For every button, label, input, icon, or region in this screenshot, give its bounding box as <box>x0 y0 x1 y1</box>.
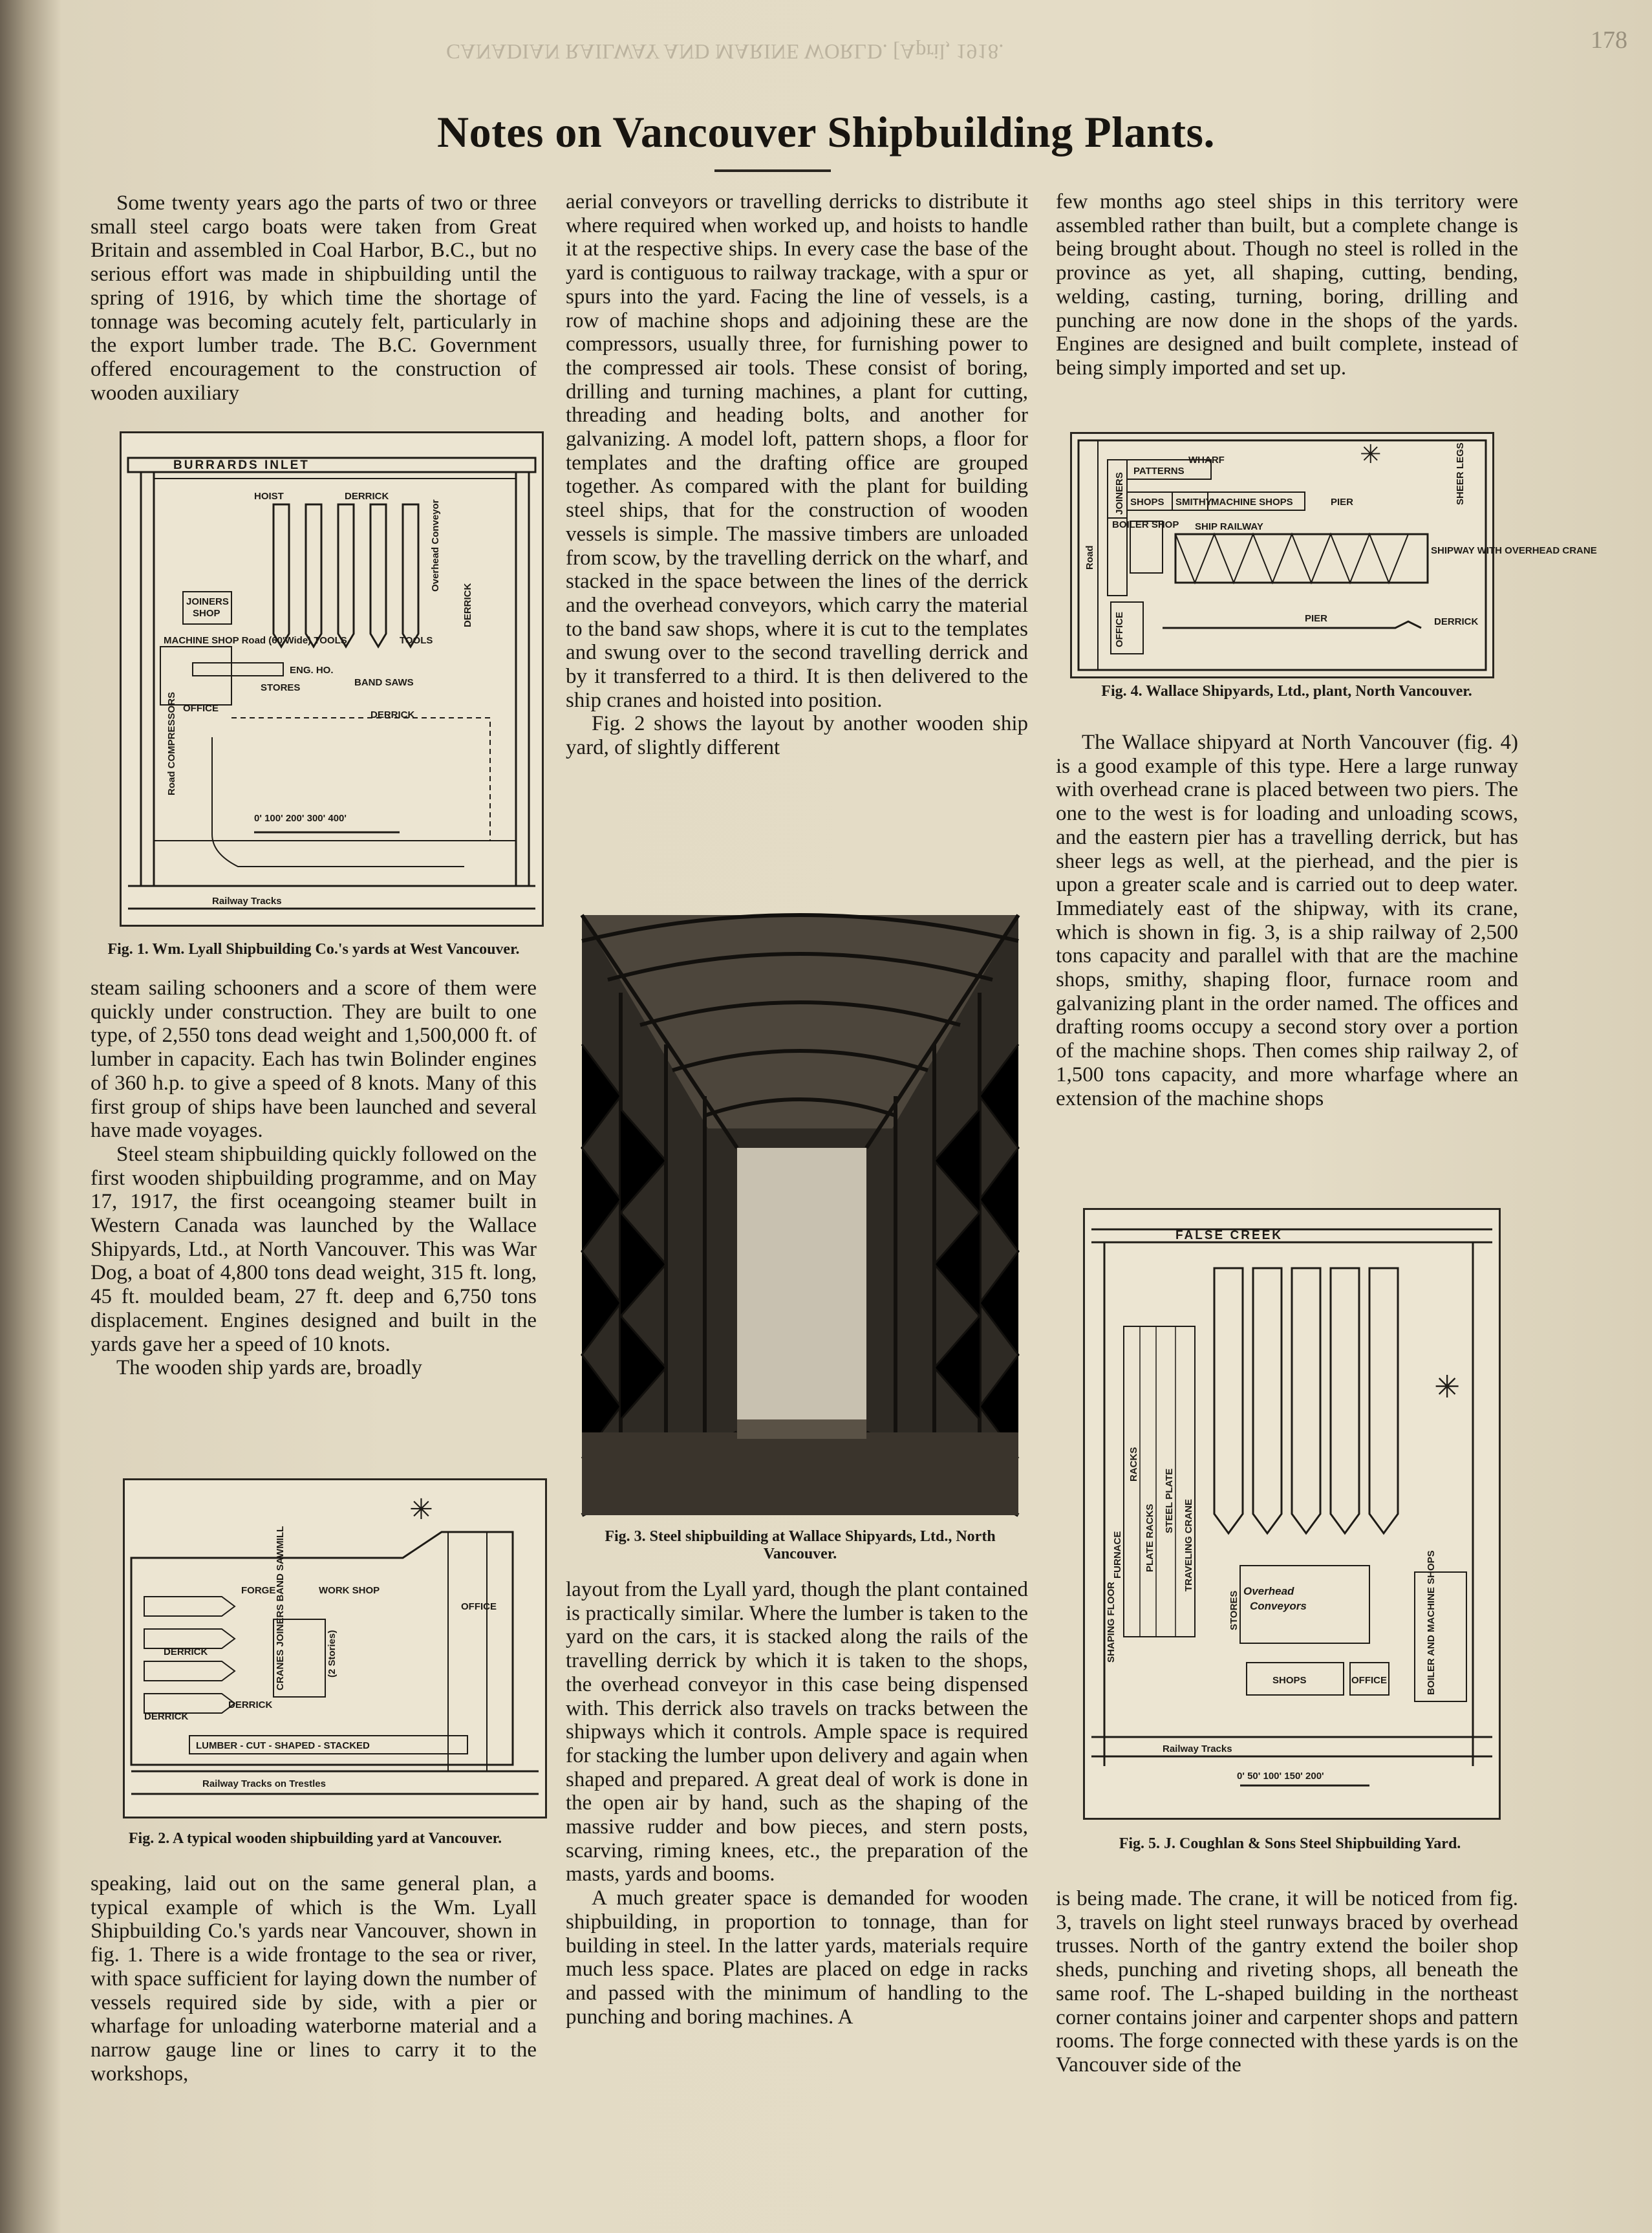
fig5-racks-label: RACKS <box>1128 1447 1139 1482</box>
col3-text-bottom <box>1056 1887 1518 2077</box>
fig5-steelplate-label: STEEL PLATE <box>1164 1468 1175 1533</box>
fig5-shaping-label: SHAPING FLOOR <box>1106 1581 1117 1663</box>
paragraph: A much greater space is demanded for wooden shipbuilding, in proportion to tonnage, than for building in steel. In the latter yards, materials require much less space. Plates are placed on edge in racks and passed with the minimum of handling to the punching and boring machines. A <box>566 1886 1028 2029</box>
fig2-sawmill-label: CRANES JOINERS BAND SAWMILL <box>275 1526 286 1690</box>
fig5-scale: 0' 50' 100' 150' 200' <box>1237 1771 1324 1782</box>
col1-text-bottom <box>91 1872 537 2086</box>
fig5-coughlan-plan <box>1083 1208 1501 1820</box>
fig1-tools-label: TOOLS <box>400 635 433 646</box>
fig4-wharf-label: WHARF <box>1188 455 1225 466</box>
paragraph: Some twenty years ago the parts of two or three small steel cargo boats were taken from Great Britain and assembled in Coal Harbor, B.C., but no serious effort was made in shipbuilding until the spring of 1916, by which time the shortage of tonnage was becoming acutely felt, particularly in the export lumber trade. The B.C. Government offered encouragement to the construction of wooden auxiliary <box>91 191 537 405</box>
fig1-conveyor-label: Overhead Conveyor <box>430 499 441 592</box>
paragraph: few months ago steel ships in this territory were assembled rather than built, but a complete change is being brought about. Though no steel is rolled in the province as yet, all shaping, cutting, bending, welding, casting, turning, boring, drilling and punching are now done in the shops of the yards. Engines are designed and built complete, instead of being simply imported and set up. <box>1056 190 1518 380</box>
fig4-pier-label: PIER <box>1331 497 1354 508</box>
fig1-caption: Fig. 1. Wm. Lyall Shipbuilding Co.'s yards at West Vancouver. <box>107 941 520 958</box>
fig4-machineshops-label: MACHINE SHOPS <box>1211 497 1293 508</box>
fig2-wooden-yard-plan <box>123 1478 547 1818</box>
fig2-derrick2-label: DERRICK <box>144 1711 189 1722</box>
fig2-caption: Fig. 2. A typical wooden shipbuilding yard at Vancouver. <box>128 1830 502 1847</box>
fig1-stores-label: STORES <box>261 682 301 693</box>
fig5-shops-label: SHOPS <box>1272 1675 1307 1686</box>
fig4-pier2-label: PIER <box>1305 613 1328 624</box>
fig4-derrick-label: DERRICK <box>1434 616 1479 627</box>
fig5-caption: Fig. 5. J. Coughlan & Sons Steel Shipbuilding Yard. <box>1119 1835 1461 1852</box>
fig5-conveyors-label: Conveyors <box>1250 1600 1307 1612</box>
fig1-hoist-label: HOIST <box>254 491 284 502</box>
col3-text-mid <box>1056 731 1518 1110</box>
fig5-furnace-label: FURNACE <box>1112 1531 1123 1579</box>
fig2-lumber-label: LUMBER - CUT - SHAPED - STACKED <box>196 1740 370 1751</box>
show-through-text: CANADIAN RAILWAY AND MARINE WORLD. [April, 1918. <box>446 39 1004 63</box>
fig5-falsecreek-label: FALSE CREEK <box>1175 1229 1283 1242</box>
fig2-stories-label: (2 Stories) <box>327 1630 338 1677</box>
fig5-crane-label: TRAVELING CRANE <box>1183 1498 1194 1591</box>
fig4-office-label: OFFICE <box>1114 612 1125 647</box>
fig1-bandsaws-label: BAND SAWS <box>354 677 414 688</box>
paragraph: aerial conveyors or travelling derricks to distribute it where required when worked up, and hoists to handle it at the respective ships. In every case the base of the yard is contiguous to railway trackage, with a spur or spurs into the yard. Facing the line of vessels, is a row of machine shops and adjoining these are the compressors, usually three, for furnishing power to the compressed air tools. These consist of boring, drilling and turning machines, a plant for cutting, threading and heading bolts, and another for galvanizing. A model loft, pattern shops, a floor for templates and the drafting office are grouped together. As compared with the plant for building steel ships, that for the construction of wooden vessels is simple. The massive timbers are unloaded from scow, by the travelling derrick on the wharf, and stacked in the space between the lines of the derrick and the overhead conveyors, which carry the material to the band saw shops, where it is cut to the templates and swung over to the second travelling derrick and by it transferred to a third. It is then delivered to the ship cranes and hoisted into position. <box>566 190 1028 712</box>
fig2-railway-label: Railway Tracks on Trestles <box>202 1778 326 1789</box>
fig1-joiners-label: JOINERS <box>186 596 229 607</box>
fig5-boiler-label: BOILER AND MACHINE SHOPS <box>1426 1550 1437 1695</box>
fig2-derrick3-label: DERRICK <box>228 1699 273 1710</box>
fig1-road-label: MACHINE SHOP Road (60'Wide) TOOLS <box>164 635 347 646</box>
article-title: Notes on Vancouver Shipbuilding Plants. <box>437 107 1215 156</box>
fig5-stores-label: STORES <box>1228 1590 1239 1630</box>
col1-text-mid <box>91 976 537 1380</box>
fig5-compass-icon: ✳ <box>1434 1370 1461 1405</box>
fig1-scale: 0' 100' 200' 300' 400' <box>254 813 347 824</box>
col1-text-top <box>91 191 537 405</box>
fig1-railway-label: Railway Tracks <box>212 896 282 907</box>
fig3-caption: Fig. 3. Steel shipbuilding at Wallace Shipyards, Ltd., North Vancouver. <box>605 1528 996 1562</box>
fig1-shop-label: SHOP <box>193 608 220 619</box>
page-number: 178 <box>1591 27 1627 54</box>
fig2-compass-icon: ✳ <box>409 1494 433 1526</box>
col2-text-top <box>566 190 1028 760</box>
paragraph: speaking, laid out on the same general plan, a typical example of which is the Wm. Lyall Shipbuilding Co.'s yards near Vancouver, shown in fig. 1. There is a wide frontage to the sea or river, with space sufficient for laying down the number of vessels required side by side, with a pier or wharfage for unloading waterborne material and a narrow gauge line or lines to carry it to the workshops, <box>91 1872 537 2086</box>
fig4-caption: Fig. 4. Wallace Shipyards, Ltd., plant, North Vancouver. <box>1101 683 1472 700</box>
fig2-workshop-label: WORK SHOP <box>319 1585 380 1596</box>
fig4-sheerlegs-label: SHEER LEGS <box>1455 442 1466 505</box>
fig1-derrick3-label: DERRICK <box>462 583 473 627</box>
fig4-patterns-label: PATTERNS <box>1133 466 1185 477</box>
paragraph: Fig. 2 shows the layout by another wooden ship yard, of slightly different <box>566 712 1028 760</box>
fig1-derrick2-label: DERRICK <box>370 709 415 720</box>
title-rule <box>714 169 831 172</box>
fig5-railway-label: Railway Tracks <box>1163 1743 1232 1754</box>
fig4-smithy-label: SMITHY <box>1175 497 1212 508</box>
col3-text-top <box>1056 190 1518 380</box>
fig1-lyall-yard-plan <box>120 431 544 927</box>
fig3-photo <box>582 915 1018 1515</box>
fig1-inlet-label: BURRARDS INLET <box>173 458 310 472</box>
paragraph: layout from the Lyall yard, though the plant contained is practically similar. Where the lumber is taken to the yard on the cars, it is stacked along the rails of the travelling derrick by which it is taken to the shops, the overhead conveyor in this case being dispensed with. This derrick also travels on tracks between the shipways which it controls. Ample space is required for stacking the lumber upon delivery and again when shaped and prepared. A great deal of work is done in the open air by hand, such as the shaping of the massive rudder and bow pieces, and stern posts, scarving, riming knees, etc., the preparation of the masts, yards and booms. <box>566 1578 1028 1886</box>
fig1-engho-label: ENG. HO. <box>290 665 334 676</box>
fig4-shiprailway-label: SHIP RAILWAY <box>1195 521 1263 532</box>
col2-text-bottom <box>566 1578 1028 2029</box>
paragraph: The Wallace shipyard at North Vancouver (fig. 4) is a good example of this type. Here a large runway with overhead crane is placed between two piers. The one to the west is for loading and unloading scows, and the eastern pier has a travelling derrick, but has sheer legs as well, at the pierhead, and the pier is upon a greater scale and is carried out to deep water. Immediately east of the shipway, with its crane, which is shown in fig. 3, is a ship railway of 2,500 tons capacity and parallel with that are the machine shops, smithy, shaping floor, furnace room and galvanizing plant in the order named. The offices and drafting rooms occupy a second story over a portion of the machine shops. Then comes ship railway 2, of 1,500 tons capacity, and more wharfage where an extension of the machine shops <box>1056 731 1518 1110</box>
paragraph: The wooden ship yards are, broadly <box>116 1356 422 1380</box>
fig4-wallace-plan <box>1070 432 1597 678</box>
fig2-derrick-label: DERRICK <box>164 1646 208 1657</box>
fig2-office-label: OFFICE <box>461 1601 497 1612</box>
fig5-overhead-label: Overhead <box>1243 1585 1294 1597</box>
fig1-derrick-label: DERRICK <box>345 491 389 502</box>
paragraph: steam sailing schooners and a score of them were quickly under construction. They are built to one type, of 2,550 tons dead weight and 1,500,000 ft. of lumber in capacity. Each has twin Bolinder engines of 360 h.p. to give a speed of 8 knots. Many of this first group of ships have been launched and several have made voyages. <box>91 976 537 1143</box>
fig1-office-label: OFFICE <box>183 703 219 714</box>
fig5-plate-label: PLATE RACKS <box>1144 1504 1155 1572</box>
fig4-shops-label: SHOPS <box>1130 497 1164 508</box>
fig4-road-label: Road <box>1084 545 1095 570</box>
fig2-forge-label: FORGE <box>241 1585 276 1596</box>
paragraph: Steel steam shipbuilding quickly followed on the first wooden shipbuilding programme, and on May 17, 1917, the first oceangoing steamer built in Western Canada was launched by the Wallace Shipyards, Ltd., at North Vancouver. This was War Dog, a boat of 4,800 tons dead weight, 315 ft. long, 45 ft. moulded beam, 27 ft. deep and 6,750 tons displacement. Engines designed and built in the yards gave her a speed of 10 knots. <box>91 1142 537 1356</box>
fig3-photo-drawing <box>582 915 1018 1515</box>
fig4-boilershop-label: BOILER SHOP <box>1112 519 1179 530</box>
fig4-joiners-label: JOINERS <box>1114 472 1125 515</box>
paragraph: is being made. The crane, it will be noticed from fig. 3, travels on light steel runways braced by overhead trusses. North of the gantry extend the boiler shop sheds, punching and riveting shops, all beneath the same roof. The L-shaped building in the northeast corner contains joiner and carpenter shops and pattern rooms. The forge connected with these yards is on the Vancouver side of the <box>1056 1887 1518 2077</box>
fig4-compass-icon: ✳ <box>1360 440 1382 469</box>
fig5-office-label: OFFICE <box>1351 1675 1387 1686</box>
fig4-shipway-label: SHIPWAY WITH OVERHEAD CRANE <box>1431 545 1597 556</box>
fig1-compressors-label: Road COMPRESSORS <box>166 691 177 795</box>
